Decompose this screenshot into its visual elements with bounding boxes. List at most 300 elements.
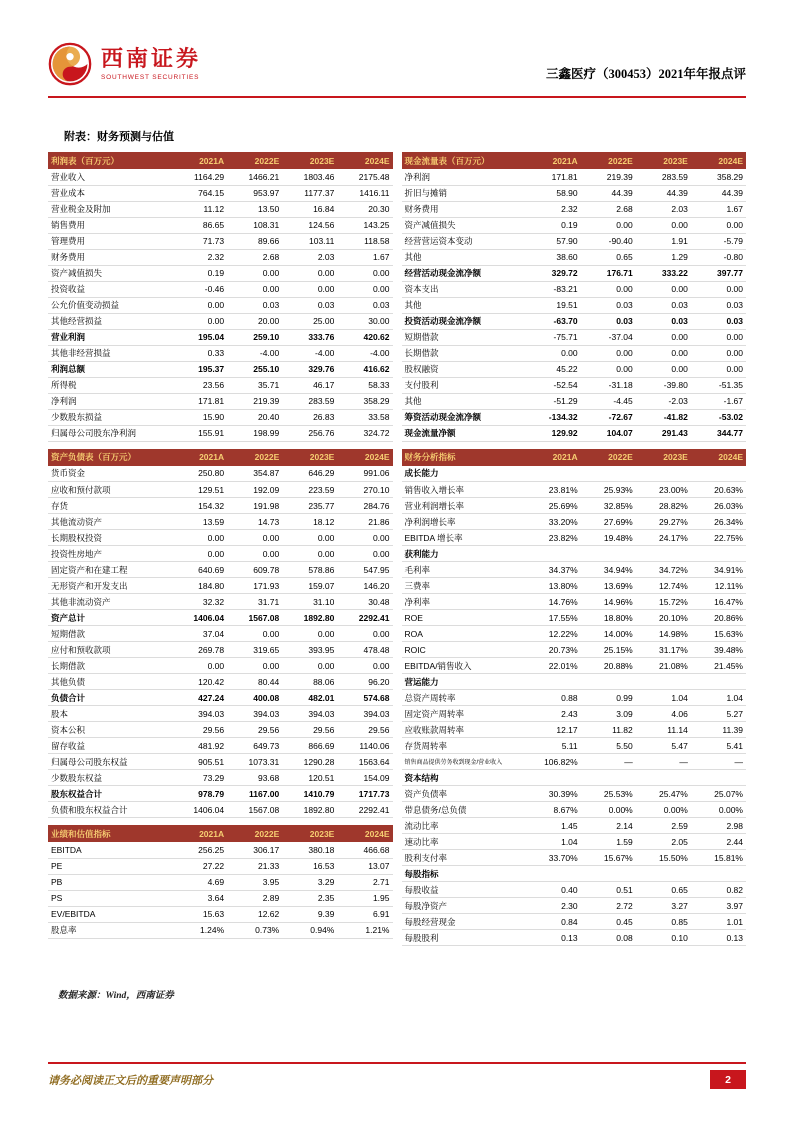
table-row bbox=[48, 498, 393, 514]
row-value: 20.40 bbox=[227, 409, 282, 425]
row-label: 少数股东权益 bbox=[48, 770, 172, 786]
row-value: 129.51 bbox=[172, 482, 227, 498]
table-row bbox=[402, 530, 747, 546]
row-value: -4.00 bbox=[227, 345, 282, 361]
row-label: 管理费用 bbox=[48, 233, 172, 249]
row-label: 资本支出 bbox=[402, 281, 526, 297]
row-value: 0.82 bbox=[691, 882, 746, 898]
row-value: 358.29 bbox=[691, 169, 746, 185]
row-value: 0.00 bbox=[172, 546, 227, 562]
table-row bbox=[48, 265, 393, 281]
table-row bbox=[48, 546, 393, 562]
row-value: 0.00 bbox=[581, 281, 636, 297]
row-label: 公允价值变动损益 bbox=[48, 297, 172, 313]
row-value: 18.12 bbox=[282, 514, 337, 530]
row-value: 2.59 bbox=[636, 818, 691, 834]
table-row bbox=[402, 722, 747, 738]
row-value: 0.85 bbox=[636, 914, 691, 930]
row-value: 25.15% bbox=[581, 642, 636, 658]
row-value: 905.51 bbox=[172, 754, 227, 770]
row-value: 333.22 bbox=[636, 265, 691, 281]
row-value: 0.00 bbox=[691, 345, 746, 361]
row-value: 25.00 bbox=[282, 313, 337, 329]
row-value: 0.03 bbox=[691, 313, 746, 329]
row-label: 营业利润增长率 bbox=[402, 498, 526, 514]
row-label: 股东权益合计 bbox=[48, 786, 172, 802]
row-value: 25.69% bbox=[526, 498, 581, 514]
row-value: 176.71 bbox=[581, 265, 636, 281]
report-title: 三鑫医疗（300453）2021年年报点评 bbox=[545, 67, 746, 81]
row-value: 0.99 bbox=[581, 690, 636, 706]
data-source-note: 数据来源：Wind，西南证券 bbox=[58, 991, 174, 1001]
row-label: 每股经营现金 bbox=[402, 914, 526, 930]
row-value: 5.27 bbox=[691, 706, 746, 722]
row-value: 0.00 bbox=[337, 530, 392, 546]
row-value: 0.40 bbox=[526, 882, 581, 898]
row-value: 96.20 bbox=[337, 674, 392, 690]
row-value: 21.45% bbox=[691, 658, 746, 674]
row-value: 38.60 bbox=[526, 249, 581, 265]
row-value: 2.32 bbox=[172, 249, 227, 265]
row-value: 44.39 bbox=[581, 185, 636, 201]
row-label: 营业税金及附加 bbox=[48, 201, 172, 217]
brand-text bbox=[101, 47, 201, 80]
row-value: 0.03 bbox=[636, 313, 691, 329]
row-value: 15.50% bbox=[636, 850, 691, 866]
row-value: 25.93% bbox=[581, 482, 636, 498]
row-value: 2.30 bbox=[526, 898, 581, 914]
row-value: 1.01 bbox=[691, 914, 746, 930]
table-row bbox=[48, 842, 393, 858]
table-row bbox=[48, 642, 393, 658]
row-label: 营业利润 bbox=[48, 329, 172, 345]
row-value: 0.00 bbox=[636, 345, 691, 361]
row-value: 159.07 bbox=[282, 578, 337, 594]
row-value: 6.91 bbox=[337, 906, 392, 922]
table-row bbox=[402, 345, 747, 361]
table-row bbox=[402, 834, 747, 850]
row-value: 20.73% bbox=[526, 642, 581, 658]
row-label: 每股收益 bbox=[402, 882, 526, 898]
row-label: 应收账款周转率 bbox=[402, 722, 526, 738]
table-row bbox=[402, 393, 747, 409]
row-value: 15.81% bbox=[691, 850, 746, 866]
row-value: 2.32 bbox=[526, 201, 581, 217]
row-label: 投资活动现金流净额 bbox=[402, 313, 526, 329]
row-value: 23.81% bbox=[526, 482, 581, 498]
row-value bbox=[691, 546, 746, 562]
row-value: -41.82 bbox=[636, 409, 691, 425]
row-label: 每股净资产 bbox=[402, 898, 526, 914]
year-column-header: 2021A bbox=[526, 152, 581, 169]
row-value: 25.53% bbox=[581, 786, 636, 802]
brand-logo-icon bbox=[48, 42, 92, 86]
row-label: 股本 bbox=[48, 706, 172, 722]
row-value: 482.01 bbox=[282, 690, 337, 706]
row-value: 15.63% bbox=[691, 626, 746, 642]
row-value: 31.10 bbox=[282, 594, 337, 610]
table-row bbox=[402, 930, 747, 946]
row-value: 991.06 bbox=[337, 466, 392, 482]
row-value: 0.00 bbox=[691, 329, 746, 345]
table-row bbox=[48, 514, 393, 530]
row-label: 营业收入 bbox=[48, 169, 172, 185]
table-row bbox=[48, 610, 393, 626]
table-row bbox=[402, 850, 747, 866]
table-row bbox=[402, 642, 747, 658]
table-row bbox=[402, 265, 747, 281]
row-label: 利润总额 bbox=[48, 361, 172, 377]
row-label: 负债合计 bbox=[48, 690, 172, 706]
row-value: 14.73 bbox=[227, 514, 282, 530]
table-title: 资产负债表（百万元） bbox=[48, 449, 172, 466]
table-row bbox=[48, 690, 393, 706]
table-row bbox=[402, 770, 747, 786]
year-column-header: 2022E bbox=[581, 449, 636, 466]
table-row bbox=[48, 658, 393, 674]
row-value: 3.95 bbox=[227, 874, 282, 890]
table-row bbox=[402, 329, 747, 345]
row-value: 354.87 bbox=[227, 466, 282, 482]
row-label: 投资性房地产 bbox=[48, 546, 172, 562]
row-value: 93.68 bbox=[227, 770, 282, 786]
header-divider bbox=[48, 96, 746, 98]
row-value: 640.69 bbox=[172, 562, 227, 578]
row-value: 0.19 bbox=[172, 265, 227, 281]
row-value: 344.77 bbox=[691, 425, 746, 441]
row-value: 34.91% bbox=[691, 562, 746, 578]
row-value: -39.80 bbox=[636, 377, 691, 393]
row-value: 0.00 bbox=[282, 281, 337, 297]
row-value: 11.82 bbox=[581, 722, 636, 738]
row-label: 净利润增长率 bbox=[402, 514, 526, 530]
row-value: 1.04 bbox=[691, 690, 746, 706]
year-column-header: 2023E bbox=[282, 825, 337, 842]
row-value bbox=[526, 674, 581, 690]
row-value: 192.09 bbox=[227, 482, 282, 498]
row-value: -51.35 bbox=[691, 377, 746, 393]
row-value: 0.00 bbox=[691, 361, 746, 377]
row-value: 481.92 bbox=[172, 738, 227, 754]
row-value: 171.81 bbox=[172, 393, 227, 409]
row-value bbox=[691, 770, 746, 786]
row-value: 1.59 bbox=[581, 834, 636, 850]
row-value: 14.00% bbox=[581, 626, 636, 642]
row-label: 少数股东损益 bbox=[48, 409, 172, 425]
row-label: EV/EBITDA bbox=[48, 906, 172, 922]
table-title: 业绩和估值指标 bbox=[48, 825, 172, 842]
row-value: 20.63% bbox=[691, 482, 746, 498]
row-value: 1567.08 bbox=[227, 802, 282, 818]
row-value: 19.51 bbox=[526, 297, 581, 313]
row-value: 1406.04 bbox=[172, 802, 227, 818]
row-value: 1177.37 bbox=[282, 185, 337, 201]
table-row bbox=[48, 249, 393, 265]
row-value: 13.80% bbox=[526, 578, 581, 594]
row-label: 所得税 bbox=[48, 377, 172, 393]
table-row bbox=[48, 578, 393, 594]
row-value: 0.03 bbox=[581, 313, 636, 329]
table-row bbox=[402, 754, 747, 770]
row-value: 0.84 bbox=[526, 914, 581, 930]
row-label: 速动比率 bbox=[402, 834, 526, 850]
row-value: 649.73 bbox=[227, 738, 282, 754]
table-row bbox=[48, 329, 393, 345]
row-value: 0.00 bbox=[337, 626, 392, 642]
page-header bbox=[48, 42, 746, 86]
row-label: 归属母公司股东净利润 bbox=[48, 425, 172, 441]
table-row bbox=[48, 594, 393, 610]
row-value: 466.68 bbox=[337, 842, 392, 858]
table-row bbox=[402, 610, 747, 626]
row-value: 32.85% bbox=[581, 498, 636, 514]
row-value: 104.07 bbox=[581, 425, 636, 441]
row-value: 394.03 bbox=[282, 706, 337, 722]
row-label: ROE bbox=[402, 610, 526, 626]
row-value: 80.44 bbox=[227, 674, 282, 690]
row-value: 12.17 bbox=[526, 722, 581, 738]
table-row bbox=[48, 233, 393, 249]
row-value: 2.89 bbox=[227, 890, 282, 906]
row-value: 1466.21 bbox=[227, 169, 282, 185]
row-value: -83.21 bbox=[526, 281, 581, 297]
row-value: 71.73 bbox=[172, 233, 227, 249]
row-value: 16.84 bbox=[282, 201, 337, 217]
row-value: 29.56 bbox=[172, 722, 227, 738]
row-value: 291.43 bbox=[636, 425, 691, 441]
row-value: 1167.00 bbox=[227, 786, 282, 802]
row-label: 存货周转率 bbox=[402, 738, 526, 754]
row-value: 22.75% bbox=[691, 530, 746, 546]
row-value: 26.34% bbox=[691, 514, 746, 530]
row-label: 应收和预付款项 bbox=[48, 482, 172, 498]
table-row bbox=[48, 858, 393, 874]
income-statement-table bbox=[48, 152, 393, 442]
row-label: 长期借款 bbox=[48, 658, 172, 674]
row-value: 44.39 bbox=[691, 185, 746, 201]
financial-analysis-table bbox=[402, 449, 747, 947]
page-footer bbox=[48, 1062, 746, 1089]
row-value bbox=[636, 866, 691, 882]
row-value: 33.58 bbox=[337, 409, 392, 425]
row-value: 0.00 bbox=[227, 658, 282, 674]
row-value: 1290.28 bbox=[282, 754, 337, 770]
table-row bbox=[48, 562, 393, 578]
table-row bbox=[48, 754, 393, 770]
brand-name-cn: 西南证券 bbox=[101, 46, 202, 72]
row-value: 16.53 bbox=[282, 858, 337, 874]
row-label: 其他负债 bbox=[48, 674, 172, 690]
row-label: 货币资金 bbox=[48, 466, 172, 482]
row-value: 21.08% bbox=[636, 658, 691, 674]
row-value: 1.24% bbox=[172, 922, 227, 938]
row-value: -2.03 bbox=[636, 393, 691, 409]
row-value: 0.00 bbox=[691, 281, 746, 297]
row-value bbox=[581, 674, 636, 690]
row-label: 营运能力 bbox=[402, 674, 526, 690]
row-value: 4.69 bbox=[172, 874, 227, 890]
row-value: 14.98% bbox=[636, 626, 691, 642]
year-column-header: 2021A bbox=[172, 152, 227, 169]
row-label: 存货 bbox=[48, 498, 172, 514]
row-value: 1.21% bbox=[337, 922, 392, 938]
row-value: 20.30 bbox=[337, 201, 392, 217]
row-value: 29.56 bbox=[337, 722, 392, 738]
table-row bbox=[402, 674, 747, 690]
row-value: 269.78 bbox=[172, 642, 227, 658]
row-label: 其他 bbox=[402, 249, 526, 265]
row-value: 20.88% bbox=[581, 658, 636, 674]
row-value: 0.00 bbox=[581, 217, 636, 233]
row-label: PS bbox=[48, 890, 172, 906]
table-row bbox=[402, 425, 747, 441]
row-value: 0.13 bbox=[526, 930, 581, 946]
row-value: 22.01% bbox=[526, 658, 581, 674]
row-value: — bbox=[636, 754, 691, 770]
row-label: 短期借款 bbox=[402, 329, 526, 345]
row-value: 86.65 bbox=[172, 217, 227, 233]
row-value: 18.80% bbox=[581, 610, 636, 626]
row-label: 资本公积 bbox=[48, 722, 172, 738]
row-value: 0.00 bbox=[172, 530, 227, 546]
table-row bbox=[48, 185, 393, 201]
row-value: -52.54 bbox=[526, 377, 581, 393]
table-row bbox=[402, 882, 747, 898]
row-value: 1.67 bbox=[691, 201, 746, 217]
row-value: 33.20% bbox=[526, 514, 581, 530]
row-value: 1717.73 bbox=[337, 786, 392, 802]
table-row bbox=[402, 409, 747, 425]
row-value: 0.00 bbox=[227, 530, 282, 546]
table-row bbox=[402, 514, 747, 530]
row-value: 191.98 bbox=[227, 498, 282, 514]
row-value: 329.72 bbox=[526, 265, 581, 281]
row-label: 资产总计 bbox=[48, 610, 172, 626]
row-value: 58.33 bbox=[337, 377, 392, 393]
row-value: 764.15 bbox=[172, 185, 227, 201]
row-label: 营业成本 bbox=[48, 185, 172, 201]
row-value: 5.50 bbox=[581, 738, 636, 754]
table-row bbox=[402, 233, 747, 249]
row-value: 3.09 bbox=[581, 706, 636, 722]
row-label: 其他非经营损益 bbox=[48, 345, 172, 361]
row-value: 1.29 bbox=[636, 249, 691, 265]
row-value: -63.70 bbox=[526, 313, 581, 329]
row-value: 358.29 bbox=[337, 393, 392, 409]
table-row bbox=[402, 818, 747, 834]
row-value: 89.66 bbox=[227, 233, 282, 249]
page-number-badge: 2 bbox=[710, 1070, 746, 1089]
row-value: 30.00 bbox=[337, 313, 392, 329]
row-value: 146.20 bbox=[337, 578, 392, 594]
row-label: 固定资产周转率 bbox=[402, 706, 526, 722]
row-value: 394.03 bbox=[227, 706, 282, 722]
row-value: 24.17% bbox=[636, 530, 691, 546]
table-row bbox=[402, 201, 747, 217]
row-value: 154.32 bbox=[172, 498, 227, 514]
row-value: 15.63 bbox=[172, 906, 227, 922]
valuation-metrics-table bbox=[48, 825, 393, 939]
row-value bbox=[581, 466, 636, 482]
row-value: 13.59 bbox=[172, 514, 227, 530]
row-value: 270.10 bbox=[337, 482, 392, 498]
row-value: 17.55% bbox=[526, 610, 581, 626]
row-value: 1892.80 bbox=[282, 610, 337, 626]
row-value: -31.18 bbox=[581, 377, 636, 393]
year-column-header: 2023E bbox=[282, 152, 337, 169]
row-value: -4.45 bbox=[581, 393, 636, 409]
table-row bbox=[402, 169, 747, 185]
row-value: 0.03 bbox=[227, 297, 282, 313]
row-value: 2.14 bbox=[581, 818, 636, 834]
row-value: 1.91 bbox=[636, 233, 691, 249]
row-value: 2.03 bbox=[282, 249, 337, 265]
row-value: 1416.11 bbox=[337, 185, 392, 201]
row-value: 29.56 bbox=[227, 722, 282, 738]
row-value: 57.90 bbox=[526, 233, 581, 249]
row-value: 11.39 bbox=[691, 722, 746, 738]
row-value: 646.29 bbox=[282, 466, 337, 482]
year-column-header: 2021A bbox=[526, 449, 581, 466]
row-value: 23.82% bbox=[526, 530, 581, 546]
table-row bbox=[402, 377, 747, 393]
row-value: 21.86 bbox=[337, 514, 392, 530]
row-value: 0.19 bbox=[526, 217, 581, 233]
row-value: 25.47% bbox=[636, 786, 691, 802]
row-value: 15.72% bbox=[636, 594, 691, 610]
row-value: 0.00% bbox=[581, 802, 636, 818]
row-value: 28.82% bbox=[636, 498, 691, 514]
row-value: 118.58 bbox=[337, 233, 392, 249]
row-value: 1140.06 bbox=[337, 738, 392, 754]
row-value: 0.00 bbox=[282, 265, 337, 281]
brand-name-en: SOUTHWEST SECURITIES bbox=[101, 73, 200, 81]
row-value: 14.76% bbox=[526, 594, 581, 610]
row-value: 27.69% bbox=[581, 514, 636, 530]
row-value: 3.29 bbox=[282, 874, 337, 890]
table-row bbox=[402, 626, 747, 642]
row-value: 478.48 bbox=[337, 642, 392, 658]
row-value: 103.11 bbox=[282, 233, 337, 249]
row-value: 0.00 bbox=[282, 658, 337, 674]
row-value bbox=[526, 546, 581, 562]
row-value: 0.03 bbox=[337, 297, 392, 313]
row-value bbox=[691, 466, 746, 482]
row-label: 销售费用 bbox=[48, 217, 172, 233]
table-row bbox=[402, 185, 747, 201]
row-value: — bbox=[581, 754, 636, 770]
table-row bbox=[402, 690, 747, 706]
row-value: 2.35 bbox=[282, 890, 337, 906]
row-value: 574.68 bbox=[337, 690, 392, 706]
table-row bbox=[48, 786, 393, 802]
row-label: 资产减值损失 bbox=[48, 265, 172, 281]
row-value: 283.59 bbox=[282, 393, 337, 409]
year-column-header: 2022E bbox=[227, 825, 282, 842]
row-value: 0.00 bbox=[227, 265, 282, 281]
row-value: 0.00 bbox=[636, 329, 691, 345]
row-value: 256.25 bbox=[172, 842, 227, 858]
left-column bbox=[48, 152, 393, 953]
row-label: 归属母公司股东权益 bbox=[48, 754, 172, 770]
table-row bbox=[402, 281, 747, 297]
row-value: 4.06 bbox=[636, 706, 691, 722]
row-label: ROA bbox=[402, 626, 526, 642]
row-value: 324.72 bbox=[337, 425, 392, 441]
row-value: -90.40 bbox=[581, 233, 636, 249]
row-value: 12.62 bbox=[227, 906, 282, 922]
row-value: 0.00 bbox=[172, 313, 227, 329]
